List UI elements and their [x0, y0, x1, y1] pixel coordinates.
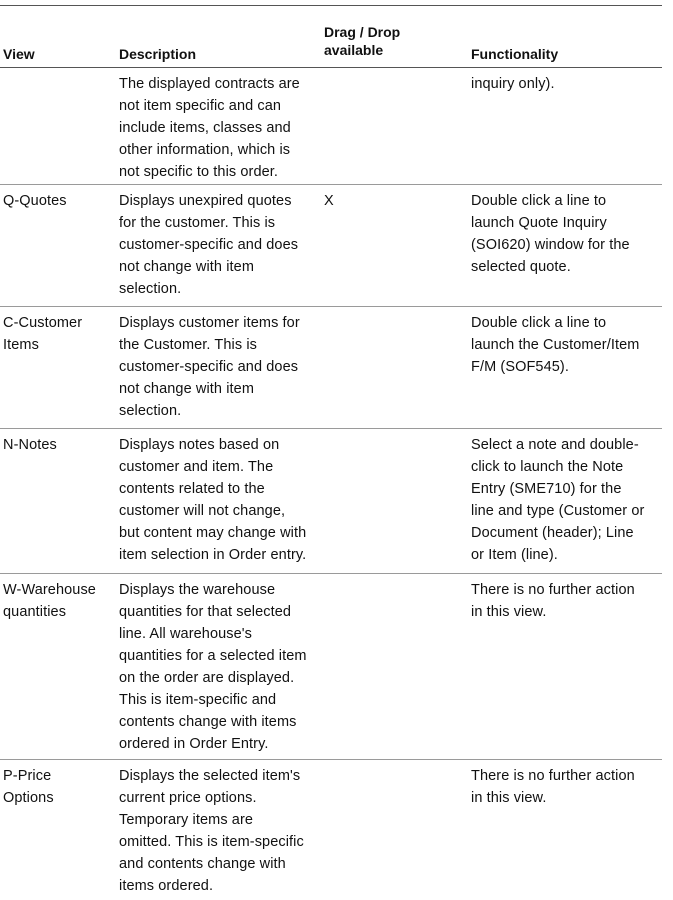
cell-functionality: Double click a line to launch Quote Inquiry (SOI620) window for the selected quote.: [471, 193, 630, 275]
cell-view: P-Price Options: [3, 768, 54, 806]
cell-view: Q-Quotes: [3, 193, 67, 209]
cell-functionality: Select a note and double- click to launch the Note Entry (SME710) for the line and type (Customer or Document (header); Line or Item (line).: [471, 437, 645, 563]
table-row: [0, 185, 662, 307]
header-view: View: [3, 46, 35, 62]
table-row: [0, 760, 662, 900]
table-row: [0, 574, 662, 760]
cell-view: N-Notes: [3, 437, 57, 453]
cell-description: The displayed contracts are not item specific and can include items, classes and other information, which is not specific to this order.: [119, 76, 300, 180]
cell-drag-drop: X: [324, 193, 334, 209]
cell-functionality: Double click a line to launch the Customer/Item F/M (SOF545).: [471, 315, 640, 375]
cell-description: Displays the selected item's current price options. Temporary items are omitted. This is item-specific and contents change with items ordered.: [119, 768, 304, 894]
cell-description: Displays the warehouse quantities for that selected line. All warehouse's quantities for a selected item on the order are displayed. This is item-specific and contents change with items ordered in Order Entry.: [119, 582, 307, 752]
cell-view: W-Warehouse quantities: [3, 582, 96, 620]
table-row: [0, 429, 662, 574]
cell-description: Displays notes based on customer and item. The contents related to the customer will not change, but content may change with item selection in Order entry.: [119, 437, 307, 563]
header-description: Description: [119, 46, 197, 62]
cell-functionality: There is no further action in this view.: [471, 768, 635, 806]
cell-description: Displays customer items for the Customer. This is customer-specific and does not change with item selection.: [119, 315, 300, 419]
header-drag-drop: Drag / Drop available: [324, 24, 401, 58]
header-functionality: Functionality: [471, 46, 559, 62]
cell-description: Displays unexpired quotes for the customer. This is customer-specific and does not change with item selection.: [119, 193, 299, 297]
views-table: [0, 5, 662, 900]
table-row: [0, 68, 662, 185]
cell-view: C-Customer Items: [3, 315, 83, 353]
table-header: [0, 5, 662, 68]
table-row: [0, 307, 662, 429]
cell-functionality: inquiry only).: [471, 76, 555, 92]
cell-functionality: There is no further action in this view.: [471, 582, 635, 620]
